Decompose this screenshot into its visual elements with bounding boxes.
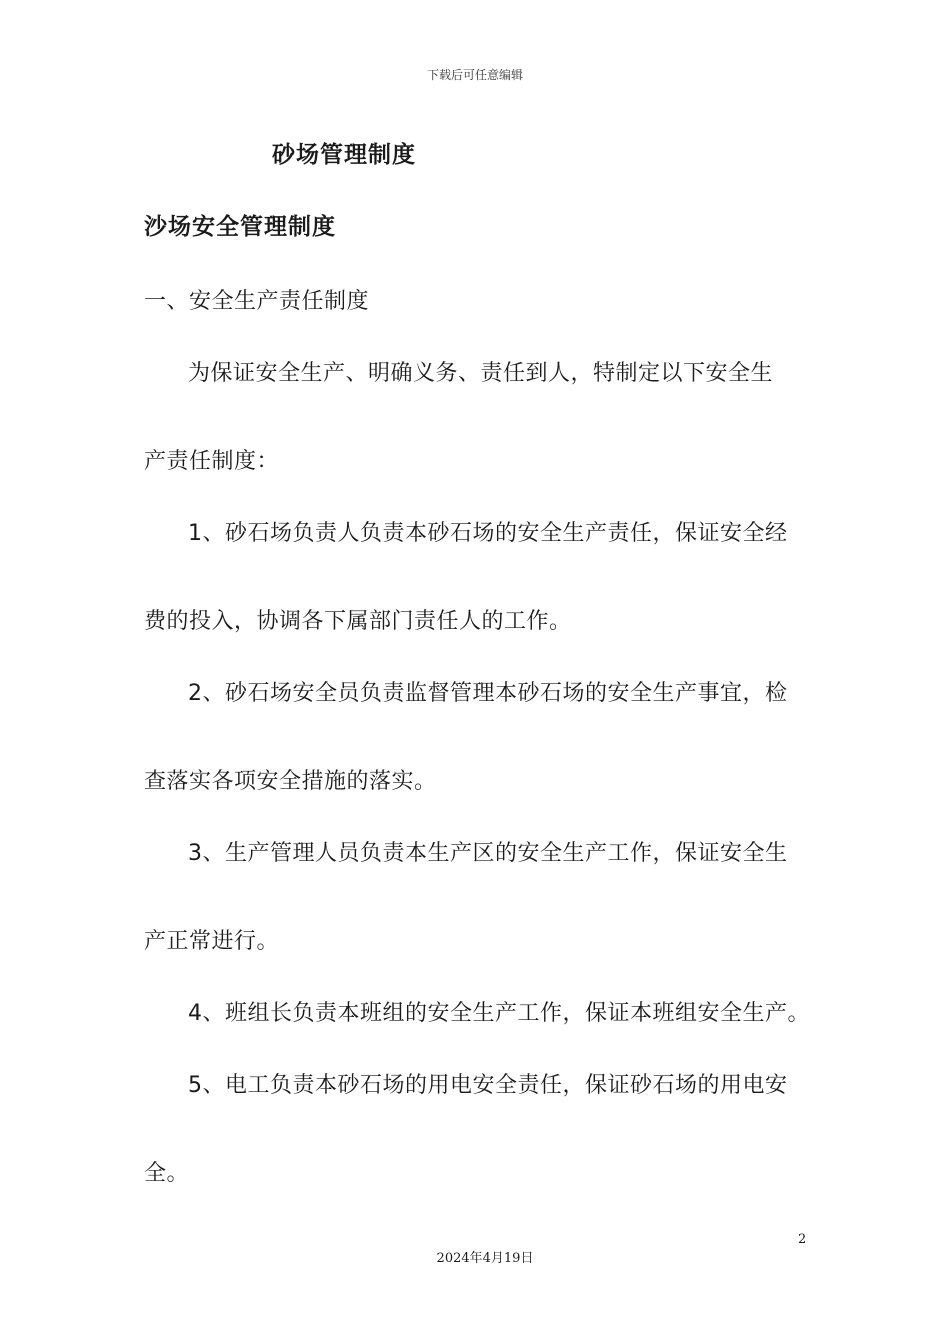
- section-heading: 一、安全生产责任制度: [144, 289, 370, 314]
- paragraph-line: 全。: [144, 1161, 190, 1186]
- page-header: 下载后可任意编辑: [426, 68, 523, 82]
- paragraph-line: 费的投入，协调各下属部门责任人的工作。: [144, 609, 572, 634]
- paragraph-line: 产正常进行。: [144, 929, 280, 954]
- page-number: 2: [798, 1232, 807, 1247]
- paragraph-line: 4、班组长负责本班组的安全生产工作，保证本班组安全生产。: [188, 1001, 810, 1026]
- paragraph-line: 查落实各项安全措施的落实。: [144, 769, 437, 794]
- document-title: 砂场管理制度: [272, 142, 416, 168]
- paragraph-line: 产责任制度：: [144, 449, 280, 474]
- paragraph-line: 2、砂石场安全员负责监督管理本砂石场的安全生产事宜，检: [188, 681, 788, 706]
- footer-date: 2024年4月19日: [436, 1251, 534, 1266]
- paragraph-line: 5、电工负责本砂石场的用电安全责任，保证砂石场的用电安: [188, 1073, 788, 1098]
- paragraph-line: 1、砂石场负责人负责本砂石场的安全生产责任，保证安全经: [188, 521, 788, 546]
- paragraph-line: 3、生产管理人员负责本生产区的安全生产工作，保证安全生: [188, 841, 788, 866]
- document-subtitle: 沙场安全管理制度: [144, 214, 336, 240]
- paragraph-line: 为保证安全生产、明确义务、责任到人，特制定以下安全生: [188, 361, 774, 386]
